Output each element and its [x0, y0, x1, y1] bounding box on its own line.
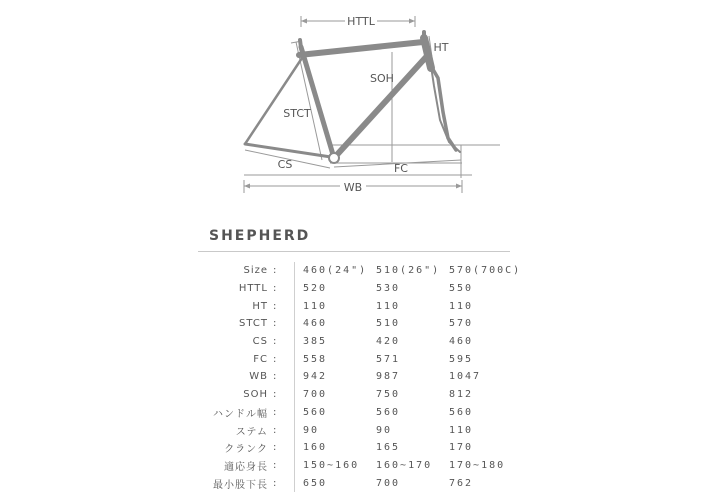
- spec-value-size-3: 460: [449, 336, 474, 348]
- spec-row-separator: :: [273, 406, 277, 418]
- spec-table-body: [0, 262, 522, 492]
- spec-value-size-2: 90: [376, 424, 393, 436]
- spec-value-size-1: 700: [303, 389, 328, 401]
- spec-row-label: CS: [252, 336, 268, 348]
- spec-row-label: ハンドル幅: [213, 408, 268, 420]
- spec-row-label: Size: [243, 265, 268, 277]
- spec-row: [0, 386, 522, 404]
- top-tube: [299, 42, 423, 55]
- frame-geometry-diagram: [0, 0, 713, 215]
- spec-row: [0, 297, 522, 315]
- spec-row: [0, 280, 522, 298]
- spec-row: [0, 350, 522, 368]
- spec-value-size-1: 558: [303, 353, 328, 365]
- spec-value-size-2: 530: [376, 283, 401, 295]
- spec-row-label: WB: [249, 371, 268, 383]
- spec-value-size-2: 420: [376, 336, 401, 348]
- soh-label: SOH: [370, 72, 394, 85]
- spec-row: [0, 439, 522, 457]
- spec-value-size-3: 595: [449, 353, 474, 365]
- spec-row-label: FC: [253, 353, 268, 365]
- spec-value-size-1: 942: [303, 371, 328, 383]
- spec-row-separator: :: [273, 336, 277, 348]
- spec-row: [0, 368, 522, 386]
- bottom-bracket: [329, 153, 339, 163]
- seat-stay: [245, 58, 302, 144]
- spec-value-size-1: 650: [303, 477, 328, 489]
- spec-row: [0, 262, 522, 280]
- spec-value-size-1: 560: [303, 406, 328, 418]
- spec-value-size-3: 812: [449, 389, 474, 401]
- spec-row: [0, 457, 522, 475]
- spec-row-label: 最小股下長: [213, 479, 268, 491]
- title-divider: [198, 251, 510, 252]
- seat-post: [300, 40, 301, 48]
- spec-value-size-2: 571: [376, 353, 401, 365]
- ht-label: HT: [433, 41, 449, 54]
- model-title: SHEPHERD: [209, 228, 311, 244]
- spec-value-size-2: 165: [376, 442, 401, 454]
- spec-value-size-2: 700: [376, 477, 401, 489]
- spec-value-size-3: 170: [449, 442, 474, 454]
- spec-value-size-1: 460: [303, 318, 328, 330]
- spec-row-separator: :: [273, 371, 277, 383]
- cs-label: CS: [277, 158, 293, 171]
- spec-value-size-3: 110: [449, 424, 474, 436]
- spec-value-size-1: 110: [303, 300, 328, 312]
- spec-row-separator: :: [273, 389, 277, 401]
- spec-value-size-2: 750: [376, 389, 401, 401]
- spec-value-size-2: 987: [376, 371, 401, 383]
- spec-value-size-2: 160~170: [376, 459, 433, 471]
- spec-value-size-2: 110: [376, 300, 401, 312]
- spec-row-label: STCT: [239, 318, 268, 330]
- spec-value-size-1: 90: [303, 424, 320, 436]
- spec-value-size-2: 510(26"): [376, 265, 441, 277]
- spec-row: [0, 474, 522, 492]
- spec-row-separator: :: [273, 442, 277, 454]
- spec-value-size-3: 570: [449, 318, 474, 330]
- spec-row: [0, 315, 522, 333]
- httl-label: HTTL: [347, 15, 375, 28]
- spec-value-size-1: 520: [303, 283, 328, 295]
- wb-arrow-left: [244, 184, 250, 189]
- spec-value-size-3: 762: [449, 477, 474, 489]
- spec-row-label: HT: [252, 300, 268, 312]
- stct-label: STCT: [283, 107, 311, 120]
- spec-row-label: HTTL: [238, 283, 268, 295]
- spec-row: [0, 421, 522, 439]
- spec-value-size-2: 510: [376, 318, 401, 330]
- spec-value-size-1: 385: [303, 336, 328, 348]
- spec-row: [0, 404, 522, 422]
- spec-row-separator: :: [273, 353, 277, 365]
- spec-row-label: SOH: [243, 389, 268, 401]
- spec-row-label: 適応身長: [224, 461, 268, 473]
- spec-value-size-1: 150~160: [303, 459, 360, 471]
- spec-value-size-3: 170~180: [449, 459, 506, 471]
- spec-row-separator: :: [273, 424, 277, 436]
- spec-row-separator: :: [273, 300, 277, 312]
- httl-arrow-left: [301, 19, 307, 24]
- httl-arrow-right: [409, 19, 415, 24]
- chain-stay: [245, 144, 331, 157]
- fc-label: FC: [393, 162, 409, 175]
- spec-row: [0, 333, 522, 351]
- spec-value-size-2: 560: [376, 406, 401, 418]
- front-fork-left: [431, 66, 456, 150]
- spec-value-size-3: 1047: [449, 371, 482, 383]
- spec-value-size-3: 110: [449, 300, 474, 312]
- spec-row-label: ステム: [235, 426, 268, 438]
- wb-label: WB: [343, 181, 363, 194]
- spec-row-separator: :: [273, 283, 277, 295]
- spec-value-size-1: 160: [303, 442, 328, 454]
- spec-row-separator: :: [273, 477, 277, 489]
- geometry-spec-table: [0, 262, 522, 492]
- bike-frame: [245, 32, 460, 158]
- spec-value-size-3: 570(700C): [449, 265, 522, 277]
- spec-value-size-1: 460(24"): [303, 265, 368, 277]
- spec-row-label: クランク: [224, 444, 268, 456]
- spec-row-separator: :: [273, 265, 277, 277]
- front-fork-right: [431, 66, 460, 152]
- spec-row-separator: :: [273, 318, 277, 330]
- spec-row-separator: :: [273, 459, 277, 471]
- spec-value-size-3: 550: [449, 283, 474, 295]
- spec-value-size-3: 560: [449, 406, 474, 418]
- wb-arrow-right: [456, 184, 462, 189]
